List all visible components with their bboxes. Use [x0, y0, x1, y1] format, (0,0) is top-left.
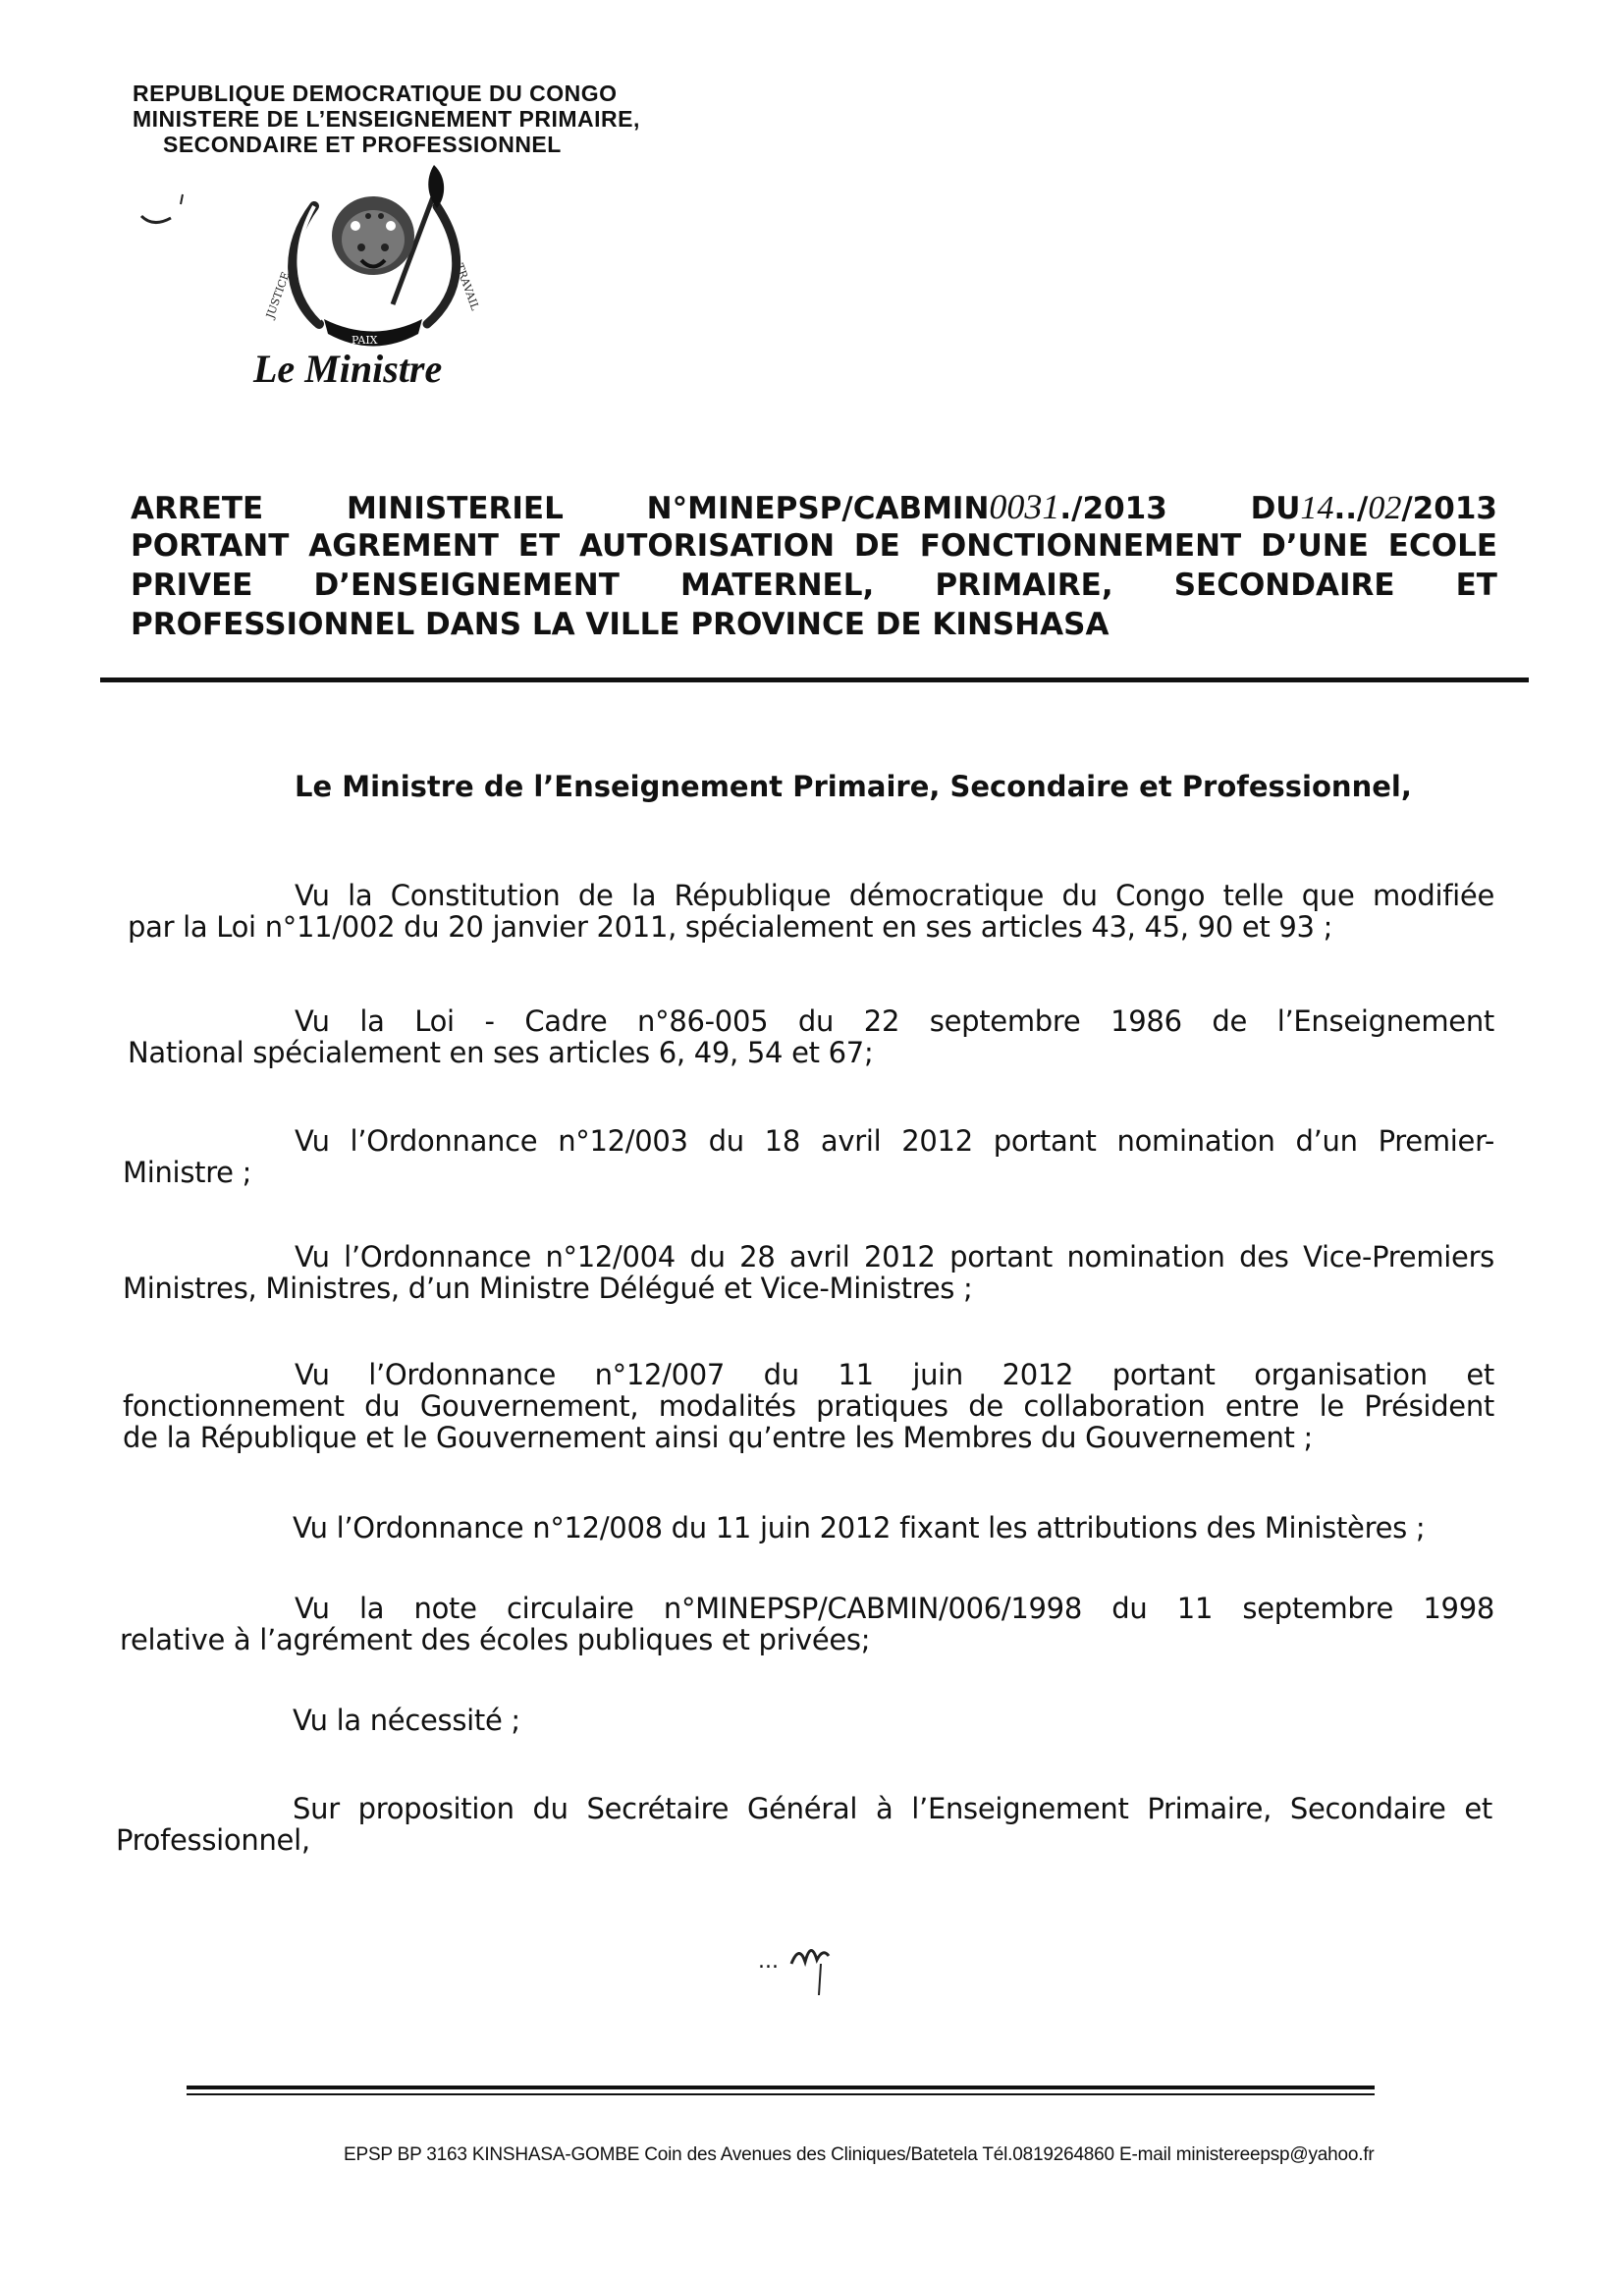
visa-5-line-3: de la République et le Gouvernement ainsi qu’entre les Membres du Gouvernement ;: [123, 1421, 1314, 1454]
minister-heading: Le Ministre de l’Enseignement Primaire, Secondaire et Professionnel,: [295, 770, 1412, 803]
signature-title: Le Ministre: [253, 347, 443, 391]
emblem-word-paix: PAIX: [352, 334, 378, 347]
emblem-word-justice: JUSTICE: [263, 270, 293, 321]
initials-signature: [785, 1934, 844, 2003]
header-republic: REPUBLIQUE DEMOCRATIQUE DU CONGO: [133, 81, 618, 106]
footer-rule-bottom: [187, 2093, 1375, 2095]
title-line-2: PORTANT AGREMENT ET AUTORISATION DE FONCTIONNEMENT D’UNE ECOLE: [131, 528, 1497, 564]
stray-mark: [135, 189, 194, 238]
title-line-1: [131, 487, 1497, 528]
visa-2-line-1: Vu la Loi - Cadre n°86-005 du 22 septembre 1986 de l’Enseignement: [295, 1004, 1494, 1038]
visa-1-line-2: par la Loi n°11/002 du 20 janvier 2011, spécialement en ses articles 43, 45, 90 et 93 ;: [128, 910, 1333, 944]
title-line-3: PRIVEE D’ENSEIGNEMENT MATERNEL, PRIMAIRE, SECONDAIRE ET: [131, 568, 1497, 603]
visa-3-line-2: Ministre ;: [123, 1156, 252, 1189]
handwritten-month: 02: [1368, 490, 1402, 526]
visa-5-line-1: Vu l’Ordonnance n°12/007 du 11 juin 2012 portant organisation et: [295, 1358, 1494, 1391]
visa-2-line-2: National spécialement en ses articles 6, 49, 54 et 67;: [128, 1036, 874, 1069]
continuation-dots: ...: [758, 1949, 779, 1974]
visa-7-line-1: Vu la note circulaire n°MINEPSP/CABMIN/006/1998 du 11 septembre 1998: [295, 1592, 1494, 1625]
emblem-word-travail: TRAVAIL: [453, 261, 482, 312]
title-date: DU14../02/2013: [1250, 490, 1497, 526]
visa-7-line-2: relative à l’agrément des écoles publiques et privées;: [120, 1623, 871, 1656]
coat-of-arms-emblem: [245, 157, 501, 353]
visa-4-line-2: Ministres, Ministres, d’un Ministre Délégué et Vice-Ministres ;: [123, 1272, 973, 1305]
visa-1-line-1: Vu la Constitution de la République démocratique du Congo telle que modifiée: [295, 879, 1494, 912]
footer-rule-top: [187, 2086, 1375, 2089]
header-ministry-cont: SECONDAIRE ET PROFESSIONNEL: [163, 132, 562, 157]
header-ministry: MINISTERE DE L’ENSEIGNEMENT PRIMAIRE,: [133, 106, 640, 132]
visa-5-line-2: fonctionnement du Gouvernement, modalités pratiques de collaboration entre le Président: [123, 1389, 1494, 1423]
handwritten-day: 14: [1300, 490, 1334, 526]
title-divider: [100, 677, 1529, 682]
visa-8-line-1: Vu la nécessité ;: [293, 1704, 520, 1737]
title-line-4: PROFESSIONNEL DANS LA VILLE PROVINCE DE KINSHASA: [131, 607, 1110, 642]
visa-6-line-1: Vu l’Ordonnance n°12/008 du 11 juin 2012 fixant les attributions des Ministères ;: [293, 1511, 1426, 1544]
footer-contact: EPSP BP 3163 KINSHASA-GOMBE Coin des Avenues des Cliniques/Batetela Tél.0819264860 E-mail ministereepsp@yahoo.fr: [344, 2144, 1375, 2165]
title-ministeriel: MINISTERIEL: [347, 491, 564, 526]
visa-9-line-2: Professionnel,: [116, 1823, 310, 1857]
title-reference: N°MINEPSP/CABMIN0031./2013: [646, 487, 1167, 526]
handwritten-ref-number: 0031: [989, 487, 1060, 526]
title-arrete: ARRETE: [131, 491, 264, 526]
visa-4-line-1: Vu l’Ordonnance n°12/004 du 28 avril 2012 portant nomination des Vice-Premiers: [295, 1240, 1494, 1273]
visa-3-line-1: Vu l’Ordonnance n°12/003 du 18 avril 2012 portant nomination d’un Premier-: [295, 1124, 1494, 1158]
visa-9-line-1: Sur proposition du Secrétaire Général à l’Enseignement Primaire, Secondaire et: [293, 1792, 1492, 1825]
